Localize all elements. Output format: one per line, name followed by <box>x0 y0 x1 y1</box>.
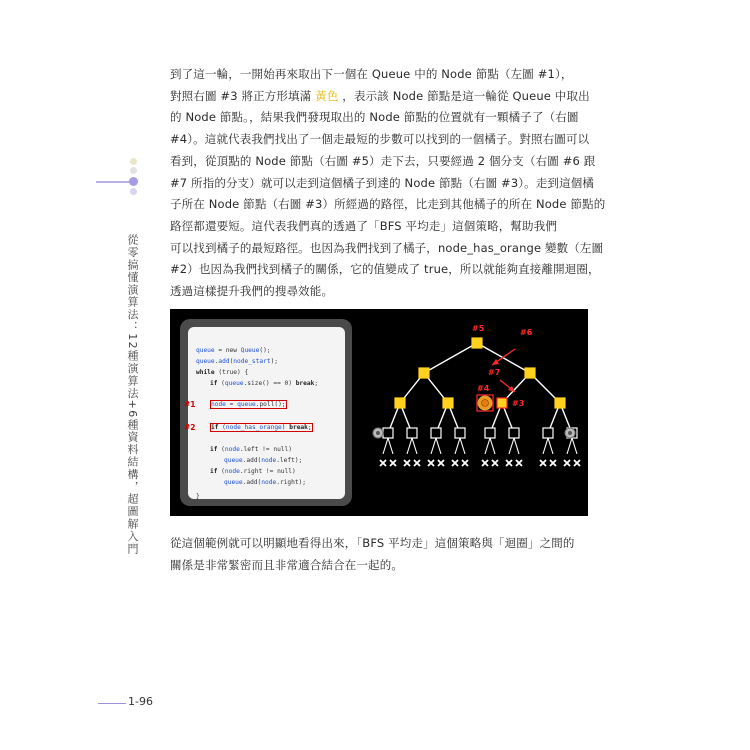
code-token: if <box>210 468 218 475</box>
tree-edge <box>477 343 530 373</box>
code-token: } <box>196 493 200 500</box>
tree-edge <box>490 438 495 454</box>
text-segment: #4）。這就代表我們找出了一個走最短的步數可以找到的一個橘子。對照右圖可以 <box>170 132 590 147</box>
dead-end-x-mark <box>506 460 512 466</box>
code-token: ) <box>281 424 290 431</box>
code-token: .left != null) <box>239 446 292 453</box>
orange-icon <box>568 431 572 435</box>
code-token: ( <box>217 446 225 453</box>
code-token: break <box>289 424 308 431</box>
tree-node-empty <box>543 428 553 438</box>
tree-edge <box>455 438 460 454</box>
code-token: . <box>214 358 219 365</box>
tree-edge <box>424 343 477 373</box>
code-token: node <box>211 401 226 408</box>
callout-arrowhead <box>492 359 499 365</box>
page-number: 1-96 <box>128 695 153 708</box>
paragraph-line <box>170 64 590 86</box>
code-token: while <box>196 369 215 376</box>
tree-node <box>443 398 453 408</box>
tree-edge <box>509 438 514 454</box>
code-token: ; <box>314 380 319 387</box>
code-token: node_start <box>233 358 271 365</box>
code-token: Queue <box>240 347 260 354</box>
code-token: node_has_orange <box>225 424 282 431</box>
orange-icon <box>376 431 380 435</box>
text-segment: 的 Node 節點。，結果我們發現取出的 Node 節點的位置就有一顆橘子了（右圖 <box>170 110 579 125</box>
tree-node <box>395 398 405 408</box>
tree-edge <box>572 438 577 454</box>
side-decoration-dot <box>130 167 137 174</box>
code-token: .right != null) <box>239 468 296 475</box>
code-token: ); <box>270 358 279 365</box>
code-token: (true) { <box>214 369 249 376</box>
text-segment: 透過這樣提升我們的搜尋效能。 <box>170 284 334 299</box>
paragraph-line: 從這個範例就可以明顯地看得出來，「BFS 平均走」這個策略與「迴圈」之間的 <box>170 536 575 550</box>
dead-end-x-mark <box>550 460 556 466</box>
paragraph-line <box>170 281 590 303</box>
text-segment: 看到，從頂點的 Node 節點（右圖 #5）走下去，只要經過 2 個分支（右圖 #6 跟 <box>170 153 596 168</box>
code-line <box>210 380 318 387</box>
code-token: ( <box>217 380 225 387</box>
code-token: node <box>224 468 240 475</box>
code-line <box>196 493 200 500</box>
dead-end-x-mark <box>482 460 488 466</box>
code-token: ( <box>217 468 225 475</box>
paragraph-line <box>170 107 590 129</box>
dead-end-x-mark <box>492 460 498 466</box>
paragraph-line <box>170 216 590 238</box>
body-paragraph-1 <box>170 64 606 303</box>
tree-edge <box>543 438 548 454</box>
dead-end-x-mark <box>390 460 396 466</box>
paragraph-line <box>170 259 600 281</box>
code-token: ( <box>218 424 226 431</box>
tree-edge <box>485 438 490 454</box>
paragraph-line: 關係是非常緊密而且非常適合結合在一起的。 <box>170 557 403 572</box>
tree-node-root <box>472 338 482 348</box>
code-token: add <box>218 358 230 365</box>
code-token: node <box>261 457 277 464</box>
code-panel <box>180 319 352 506</box>
text-segment: 可以找到橘子的最短路徑。也因為我們找到了橘子，node_has_orange 變數（左圖 <box>170 240 604 255</box>
highlighted-word: 黃色 <box>315 88 339 103</box>
dead-end-x-mark <box>404 460 410 466</box>
side-decoration-dot <box>130 188 137 195</box>
code-token: queue <box>224 380 244 387</box>
code-line <box>196 358 278 365</box>
text-segment: #7 所指的分支）就可以走到這個橘子到達的 Node 節點（右圖 #3）。走到這個橘 <box>170 175 595 190</box>
tree-edge <box>460 438 465 454</box>
side-decoration-dot <box>129 177 138 186</box>
tree-edge <box>431 438 436 454</box>
tree-edge <box>388 438 393 454</box>
code-token: queue <box>224 457 243 464</box>
dead-end-x-mark <box>462 460 468 466</box>
tree-node-empty <box>455 428 465 438</box>
code-token: .add( <box>242 479 262 486</box>
code-callout-label: #1 <box>184 400 196 409</box>
code-token: .right); <box>276 479 306 486</box>
code-line <box>224 457 302 464</box>
tree-edge <box>514 438 519 454</box>
tree-node <box>555 398 565 408</box>
paragraph-line <box>170 238 604 260</box>
code-token: .add( <box>242 457 262 464</box>
code-block <box>184 327 345 500</box>
code-token: ; <box>307 424 312 431</box>
body-paragraph-2 <box>170 533 590 576</box>
tree-node-empty <box>407 428 417 438</box>
tree-node-empty <box>485 428 495 438</box>
text-segment: 子所在 Node 節點（右圖 #3）所經過的路徑，比走到其他橘子的所在 Node 節點的 <box>170 197 606 212</box>
tree-node-empty <box>509 428 519 438</box>
code-token: queue <box>237 401 256 408</box>
tree-label: #5 <box>472 324 485 333</box>
code-token: ( <box>229 358 234 365</box>
paragraph-line <box>170 194 606 216</box>
text-segment: ，表示該 Node 節點是這一輪從 Queue 中取出 <box>338 88 590 103</box>
tree-edge <box>383 438 388 454</box>
illustration-figure <box>170 309 588 516</box>
code-token: node <box>261 479 277 486</box>
code-token: .poll(); <box>255 401 286 408</box>
tree-node <box>419 368 429 378</box>
dead-end-x-mark <box>516 460 522 466</box>
dead-end-x-mark <box>574 460 580 466</box>
code-token: if <box>211 424 219 431</box>
code-token: = <box>225 401 238 408</box>
dead-end-x-mark <box>428 460 434 466</box>
tree-node-current <box>497 398 507 408</box>
dead-end-x-mark <box>564 460 570 466</box>
code-line <box>196 347 271 354</box>
orange-icon <box>482 400 489 407</box>
code-token: queue <box>196 347 215 354</box>
tree-node <box>525 368 535 378</box>
code-token: queue <box>196 358 215 365</box>
highlighted-code-line <box>211 401 286 408</box>
code-line <box>210 446 292 453</box>
code-token: if <box>210 380 218 387</box>
tree-edge <box>412 438 417 454</box>
code-line <box>210 468 296 475</box>
book-title-vertical: 從零搞懂演算法：12種演算法+6種資料結構，超圖解入門 <box>126 234 139 556</box>
code-token: .left); <box>276 457 303 464</box>
tree-node-empty <box>383 428 393 438</box>
page-number-rule <box>98 703 126 704</box>
dead-end-x-mark <box>414 460 420 466</box>
code-token: (); <box>259 347 271 354</box>
tree-label: #4 <box>477 384 490 393</box>
code-token: queue <box>224 479 243 486</box>
paragraph-line <box>170 173 595 195</box>
dead-end-x-mark <box>380 460 386 466</box>
code-callout-label: #2 <box>184 423 196 432</box>
code-line <box>196 369 248 376</box>
code-token: node <box>224 446 240 453</box>
tree-edge <box>436 438 441 454</box>
text-segment: #2）也因為我們找到橘子的關係，它的值變成了 true，所以就能夠直接離開迴圈， <box>170 262 600 277</box>
tree-node-empty <box>431 428 441 438</box>
text-segment: 對照右圖 #3 將正方形填滿 <box>170 88 316 103</box>
code-token: = new <box>214 347 241 354</box>
dead-end-x-mark <box>438 460 444 466</box>
paragraph-line <box>170 129 590 151</box>
side-decoration-dot <box>130 158 137 165</box>
tree-label: #7 <box>488 368 501 377</box>
tree-label: #6 <box>520 328 533 337</box>
text-segment: 路徑都還要短。這代表我們真的透過了「BFS 平均走」這個策略，幫助我們 <box>170 218 558 233</box>
tree-edge <box>567 438 572 454</box>
tree-edge <box>548 438 553 454</box>
code-token: .size() == 0) <box>243 380 296 387</box>
code-line <box>224 479 306 486</box>
tree-label: #3 <box>512 399 525 408</box>
text-segment: 到了這一輪，一開始再來取出下一個在 Queue 中的 Node 節點（左圖 #1）， <box>170 67 573 81</box>
paragraph-line <box>170 86 590 108</box>
paragraph-line <box>170 151 596 173</box>
code-token: break <box>295 380 315 387</box>
tree-edge <box>407 438 412 454</box>
side-decoration-line <box>96 181 132 183</box>
code-token: if <box>210 446 218 453</box>
tree-diagram <box>360 309 588 516</box>
highlighted-code-line <box>211 424 312 431</box>
dead-end-x-mark <box>540 460 546 466</box>
dead-end-x-mark <box>452 460 458 466</box>
